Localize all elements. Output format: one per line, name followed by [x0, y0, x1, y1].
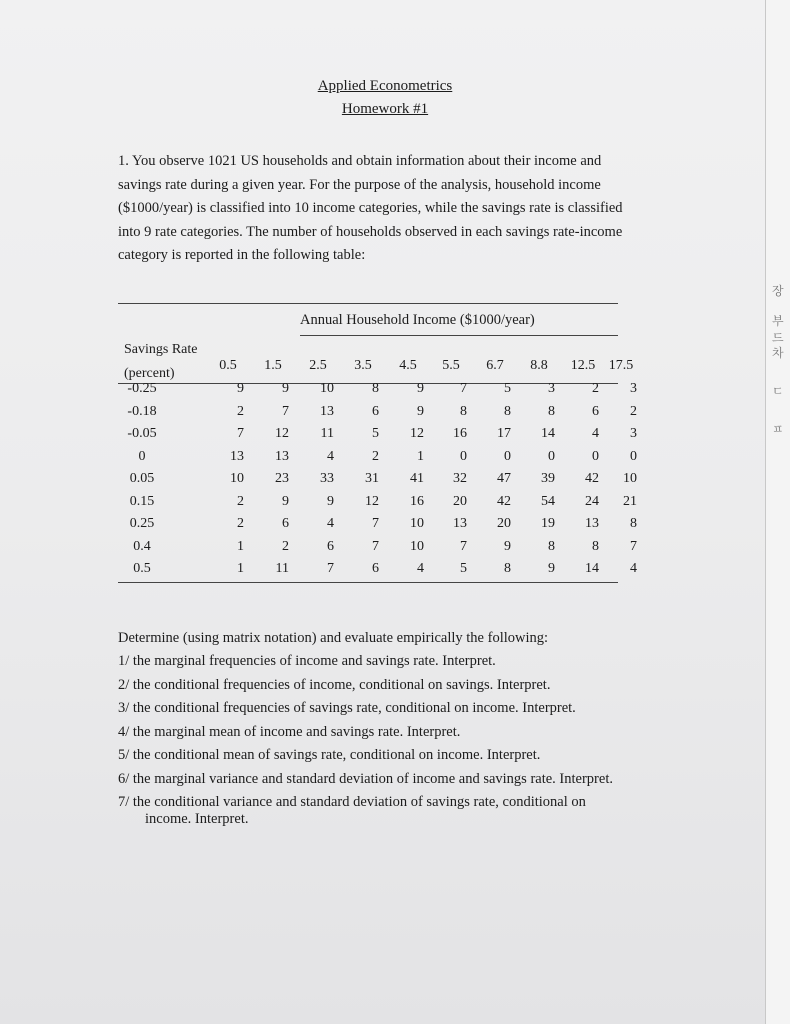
savings-rate-label: 0.25 — [129, 516, 155, 531]
tasks-heading: Determine (using matrix notation) and evaluate empirically the following: — [118, 630, 549, 646]
savings-rate-header: Savings Rate — [124, 342, 198, 357]
frequency-cell: 1 — [237, 561, 244, 576]
frequency-cell: 54 — [541, 493, 555, 509]
frequency-cell: 2 — [237, 403, 244, 419]
income-level-header: 6.7 — [486, 358, 504, 373]
frequency-cell: 2 — [237, 493, 244, 509]
frequency-cell: 20 — [453, 493, 467, 509]
frequency-cell: 2 — [592, 381, 599, 396]
frequency-cell: 13 — [230, 448, 244, 464]
savings-rate-label: 0 — [138, 448, 146, 464]
table-caption: Annual Household Income ($1000/year) — [300, 312, 535, 328]
frequency-cell: 12 — [365, 493, 379, 509]
frequency-cell: 11 — [320, 426, 334, 441]
frequency-cell: 9 — [417, 381, 424, 396]
frequency-cell: 7 — [372, 538, 379, 554]
frequency-cell: 6 — [592, 403, 599, 419]
income-level-header: 3.5 — [354, 358, 372, 373]
frequency-cell: 24 — [585, 493, 599, 509]
frequency-cell: 47 — [497, 471, 511, 486]
savings-rate-label: -0.18 — [127, 403, 157, 419]
task-item: 1/ the marginal frequencies of income and savings rate. Interpret. — [118, 653, 496, 669]
savings-rate-label: 0.5 — [133, 561, 151, 576]
problem-statement: 1. You observe 1021 US households and obtain information about their income and savings rate during a given year. For the purpose of the analysis, household income ($1000/year) is classified into 10 income categories, while the savings rate is classified into 9 rate categories. The number of households observed in each savings rate-income category is reported in the following table: — [118, 153, 623, 263]
frequency-cell: 9 — [282, 381, 289, 396]
frequency-cell: 5 — [460, 561, 467, 576]
savings-rate-label: -0.05 — [127, 426, 157, 441]
table-top-rule — [118, 303, 618, 304]
frequency-cell: 7 — [237, 426, 244, 441]
frequency-cell: 9 — [504, 538, 511, 554]
frequency-cell: 10 — [230, 471, 244, 486]
savings-rate-label: 0.05 — [129, 471, 155, 486]
task-item: 5/ the conditional mean of savings rate, conditional on income. Interpret. — [118, 747, 541, 763]
edge-mark: 부드 — [772, 314, 784, 345]
frequency-cell: 13 — [275, 448, 289, 464]
frequency-cell: 2 — [237, 516, 244, 531]
task-item: 2/ the conditional frequencies of income, conditional on savings. Interpret. — [118, 676, 551, 693]
frequency-cell: 6 — [282, 516, 289, 531]
frequency-cell: 9 — [282, 493, 289, 509]
frequency-cell: 0 — [548, 448, 555, 464]
frequency-cell: 10 — [410, 516, 424, 531]
caption-rule — [300, 335, 618, 336]
frequency-cell: 11 — [275, 561, 289, 576]
frequency-cell: 8 — [372, 381, 379, 396]
edge-mark: ㄷ — [772, 384, 784, 398]
frequency-cell: 10 — [410, 538, 424, 554]
frequency-cell: 6 — [372, 403, 379, 419]
frequency-cell: 10 — [623, 471, 637, 486]
income-level-header: 12.5 — [570, 358, 596, 373]
frequency-cell: 0 — [504, 448, 511, 464]
frequency-cell: 16 — [410, 493, 424, 509]
frequency-cell: 9 — [237, 381, 244, 396]
frequency-cell: 7 — [282, 403, 289, 419]
course-title: Applied Econometrics — [317, 78, 453, 94]
frequency-cell: 13 — [585, 516, 599, 531]
frequency-cell: 14 — [585, 561, 599, 576]
frequency-cell: 13 — [320, 403, 334, 419]
frequency-cell: 12 — [275, 426, 289, 441]
frequency-cell: 7 — [460, 538, 467, 554]
income-level-header: 2.5 — [309, 358, 327, 373]
income-level-header: 1.5 — [264, 358, 282, 373]
frequency-cell: 1 — [237, 538, 244, 554]
income-level-header: 0.5 — [219, 358, 237, 373]
frequency-cell: 4 — [417, 561, 424, 576]
frequency-cell: 8 — [504, 403, 511, 419]
frequency-cell: 13 — [453, 516, 467, 531]
frequency-cell: 39 — [541, 471, 555, 486]
frequency-cell: 0 — [630, 448, 637, 464]
frequency-cell: 0 — [592, 448, 599, 464]
savings-rate-label: 0.15 — [129, 493, 155, 509]
task-item: 7/ the conditional variance and standard deviation of savings rate, conditional on — [118, 794, 586, 810]
task-item: 4/ the marginal mean of income and savings rate. Interpret. — [118, 723, 461, 740]
frequency-cell: 8 — [548, 403, 555, 419]
frequency-cell: 8 — [460, 403, 467, 419]
frequency-cell: 17 — [497, 426, 511, 441]
frequency-cell: 9 — [417, 403, 424, 419]
frequency-cell: 3 — [630, 381, 637, 396]
frequency-cell: 8 — [548, 538, 555, 554]
frequency-cell: 6 — [372, 561, 379, 576]
frequency-cell: 4 — [630, 561, 637, 576]
frequency-cell: 2 — [630, 403, 637, 419]
frequency-cell: 0 — [460, 448, 467, 464]
frequency-cell: 9 — [548, 561, 555, 576]
edge-mark: 장 — [772, 284, 784, 298]
frequency-cell: 20 — [497, 516, 511, 531]
frequency-cell: 8 — [592, 538, 599, 554]
savings-rate-label: -0.25 — [127, 381, 157, 396]
table-bottom-rule — [118, 582, 618, 583]
percent-header: (percent) — [124, 366, 175, 381]
frequency-cell: 14 — [541, 426, 555, 441]
frequency-cell: 5 — [504, 381, 511, 396]
frequency-cell: 3 — [630, 426, 637, 441]
frequency-cell: 10 — [320, 381, 334, 396]
task-item: 6/ the marginal variance and standard deviation of income and savings rate. Interpret. — [118, 770, 613, 787]
income-level-header: 17.5 — [608, 358, 634, 373]
frequency-cell: 32 — [453, 471, 467, 486]
frequency-cell: 12 — [410, 426, 424, 441]
homework-title: Homework #1 — [341, 101, 429, 117]
frequency-cell: 8 — [504, 561, 511, 576]
frequency-cell: 23 — [275, 471, 289, 486]
task-7-continuation: income. Interpret. — [145, 811, 249, 827]
income-level-header: 5.5 — [442, 358, 460, 373]
background-page-edge — [765, 0, 790, 1024]
savings-rate-label: 0.4 — [133, 538, 151, 554]
edge-mark: 차 — [772, 346, 784, 360]
task-item: 3/ the conditional frequencies of savings rate, conditional on income. Interpret. — [118, 700, 576, 716]
frequency-cell: 5 — [372, 426, 379, 441]
frequency-cell: 4 — [327, 448, 334, 464]
edge-mark: ㅍ — [772, 422, 784, 436]
frequency-cell: 9 — [327, 493, 334, 509]
frequency-cell: 33 — [320, 471, 334, 486]
frequency-cell: 41 — [410, 471, 424, 486]
frequency-cell: 31 — [365, 471, 379, 486]
frequency-cell: 4 — [592, 426, 599, 441]
frequency-cell: 16 — [453, 426, 467, 441]
frequency-cell: 7 — [460, 381, 467, 396]
frequency-cell: 21 — [623, 493, 637, 509]
frequency-cell: 2 — [372, 448, 379, 464]
frequency-cell: 4 — [327, 516, 334, 531]
frequency-cell: 7 — [630, 538, 637, 554]
frequency-cell: 1 — [417, 448, 424, 464]
frequency-cell: 7 — [327, 561, 334, 576]
frequency-cell: 19 — [541, 516, 555, 531]
frequency-cell: 3 — [548, 381, 555, 396]
frequency-cell: 6 — [327, 538, 334, 554]
income-level-header: 4.5 — [399, 358, 417, 373]
frequency-cell: 2 — [282, 538, 289, 554]
frequency-cell: 8 — [630, 516, 637, 531]
frequency-cell: 42 — [585, 471, 599, 486]
frequency-cell: 7 — [372, 516, 379, 531]
income-level-header: 8.8 — [530, 358, 548, 373]
frequency-cell: 42 — [497, 493, 511, 509]
